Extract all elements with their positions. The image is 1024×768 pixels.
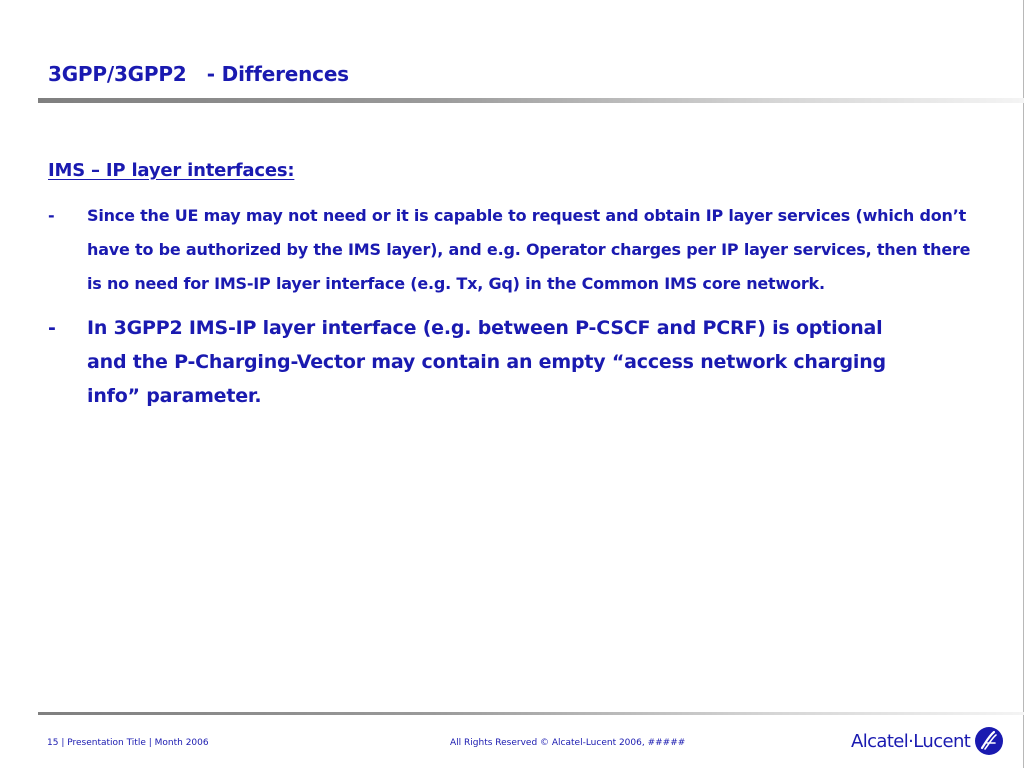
title-divider bbox=[38, 98, 1024, 103]
footer-divider bbox=[38, 712, 1024, 715]
footer-copyright: All Rights Reserved © Alcatel-Lucent 2006, ##### bbox=[450, 738, 686, 748]
footer-page-info: 15 | Presentation Title | Month 2006 bbox=[47, 738, 209, 748]
section-heading: IMS – IP layer interfaces: bbox=[48, 160, 295, 181]
logo-wordmark: Alcatel·Lucent bbox=[851, 730, 971, 752]
alcatel-lucent-logo-icon bbox=[974, 726, 1004, 756]
bullet-marker: - bbox=[48, 206, 55, 225]
slide-title: 3GPP/3GPP2 - Differences bbox=[48, 62, 349, 86]
bullet-item bbox=[48, 311, 928, 413]
bullet-item bbox=[48, 199, 978, 301]
bullet-marker: - bbox=[48, 317, 56, 339]
slide-content bbox=[48, 160, 978, 413]
bullet-text: In 3GPP2 IMS-IP layer interface (e.g. between P-CSCF and PCRF) is optional and the P-Charging-Vector may contain an empty “access network charging info” parameter. bbox=[87, 317, 886, 407]
company-logo bbox=[851, 726, 1004, 756]
bullet-text: Since the UE may may not need or it is capable to request and obtain IP layer services (which don’t have to be authorized by the IMS layer), and e.g. Operator charges per IP layer services, then there is no need for IMS-IP layer interface (e.g. Tx, Gq) in the Common IMS core network. bbox=[87, 206, 971, 293]
